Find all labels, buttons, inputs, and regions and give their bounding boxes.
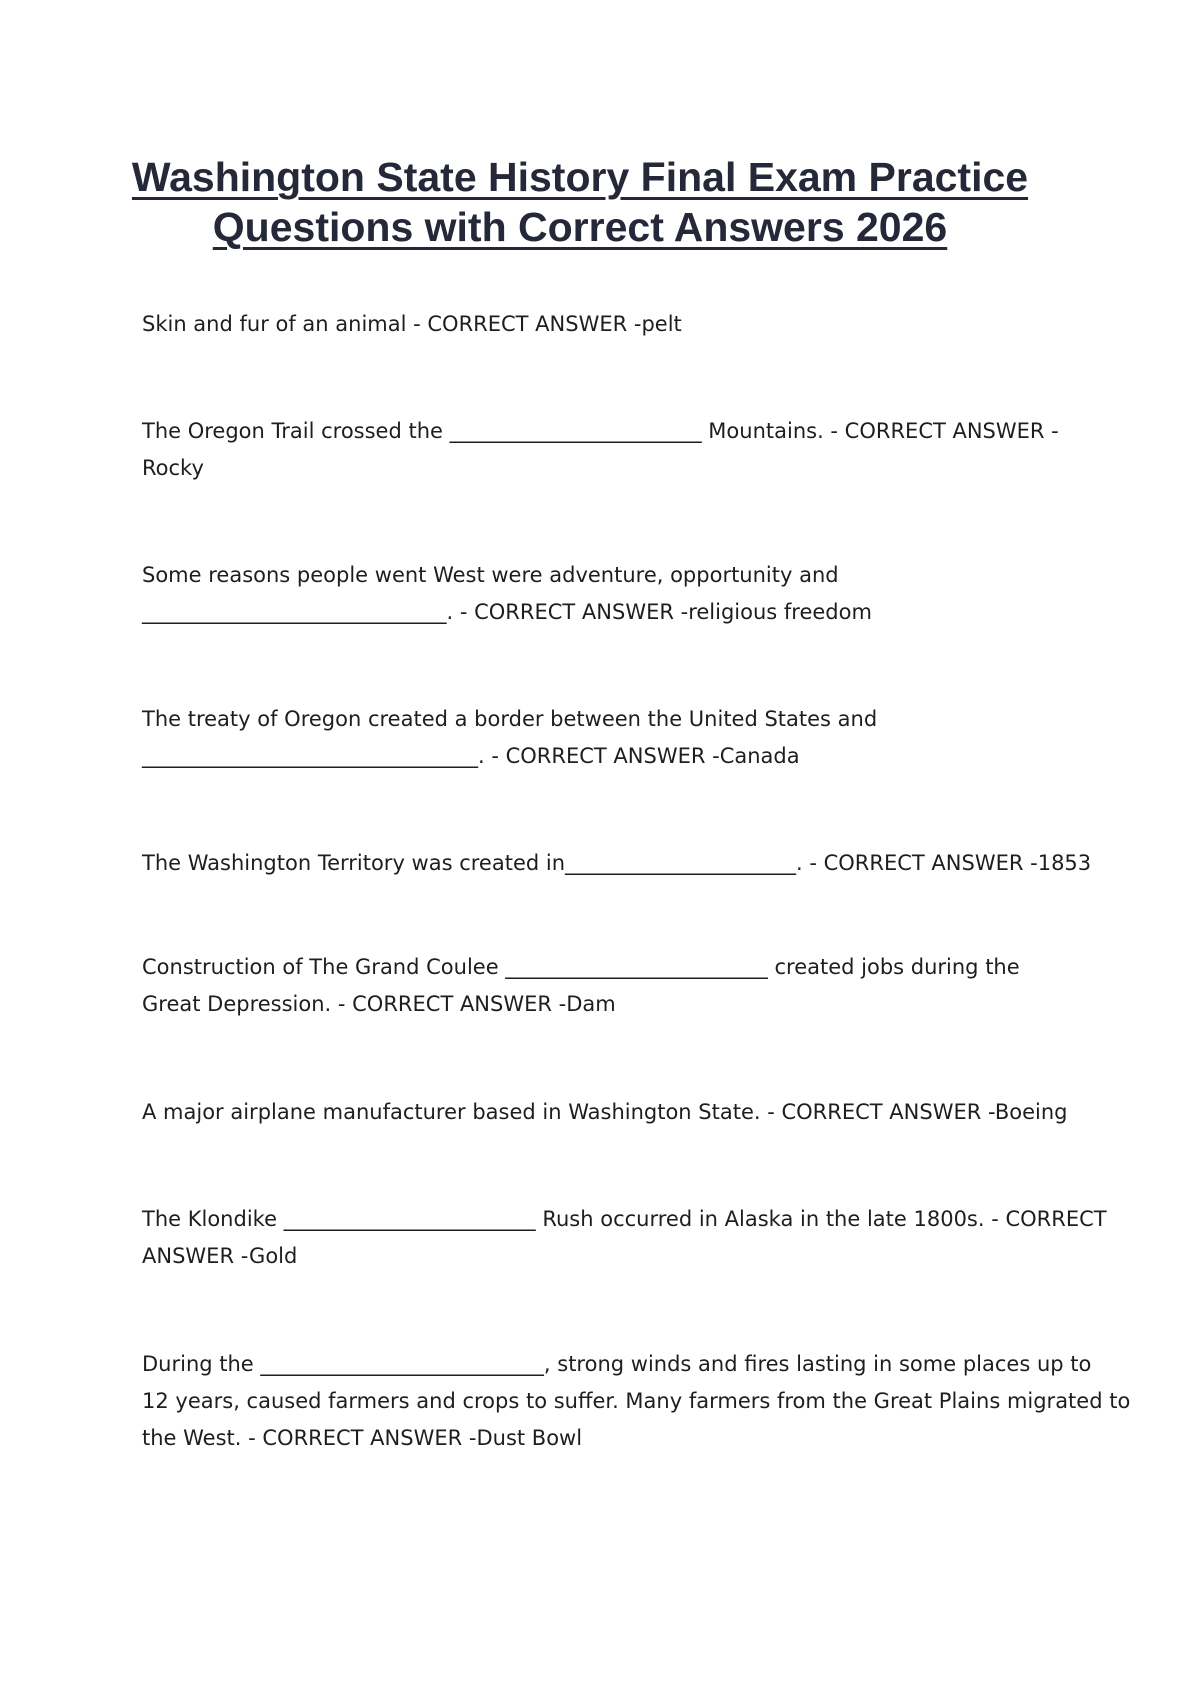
text-line: the West. - CORRECT ANSWER -Dust Bowl	[142, 1426, 583, 1450]
question-answer-1853	[142, 845, 1091, 882]
question-answer-boeing	[142, 1094, 1067, 1131]
text-line: ANSWER -Gold	[142, 1244, 298, 1268]
text-line: _____________________________. - CORRECT ANSWER -religious freedom	[142, 600, 872, 624]
text-line: The Washington Territory was created in______________________. - CORRECT ANSWER -1853	[142, 851, 1092, 875]
text-line: 12 years, caused farmers and crops to suffer. Many farmers from the Great Plains migrated to	[142, 1389, 1131, 1413]
text-line: Some reasons people went West were adventure, opportunity and	[142, 563, 839, 587]
text-line: A major airplane manufacturer based in Washington State. - CORRECT ANSWER -Boeing	[142, 1100, 1068, 1124]
text-line: Great Depression. - CORRECT ANSWER -Dam	[142, 992, 616, 1016]
question-answer-gold	[142, 1201, 1107, 1275]
title-line-1: Washington State History Final Exam Practice	[131, 154, 1029, 200]
question-answer-dust-bowl	[142, 1346, 1130, 1457]
text-line: Rocky	[142, 456, 204, 480]
question-answer-rocky	[142, 413, 1059, 487]
page-title	[80, 152, 1080, 252]
question-answer-pelt	[142, 306, 682, 343]
text-line: Skin and fur of an animal - CORRECT ANSWER -pelt	[142, 312, 682, 336]
question-answer-canada	[142, 701, 877, 775]
text-line: Construction of The Grand Coulee _________________________ created jobs during the	[142, 955, 1020, 979]
text-line: The treaty of Oregon created a border between the United States and	[142, 707, 878, 731]
question-answer-dam	[142, 949, 1020, 1023]
text-line: The Oregon Trail crossed the ________________________ Mountains. - CORRECT ANSWER -	[142, 419, 1059, 443]
title-line-2: Questions with Correct Answers 2026	[212, 204, 948, 250]
text-line: ________________________________. - CORRECT ANSWER -Canada	[142, 744, 800, 768]
question-answer-religious-freedom	[142, 557, 872, 631]
text-line: During the ___________________________, strong winds and fires lasting in some places up to	[142, 1352, 1092, 1376]
text-line: The Klondike ________________________ Rush occurred in Alaska in the late 1800s. - CORRECT	[142, 1207, 1107, 1231]
